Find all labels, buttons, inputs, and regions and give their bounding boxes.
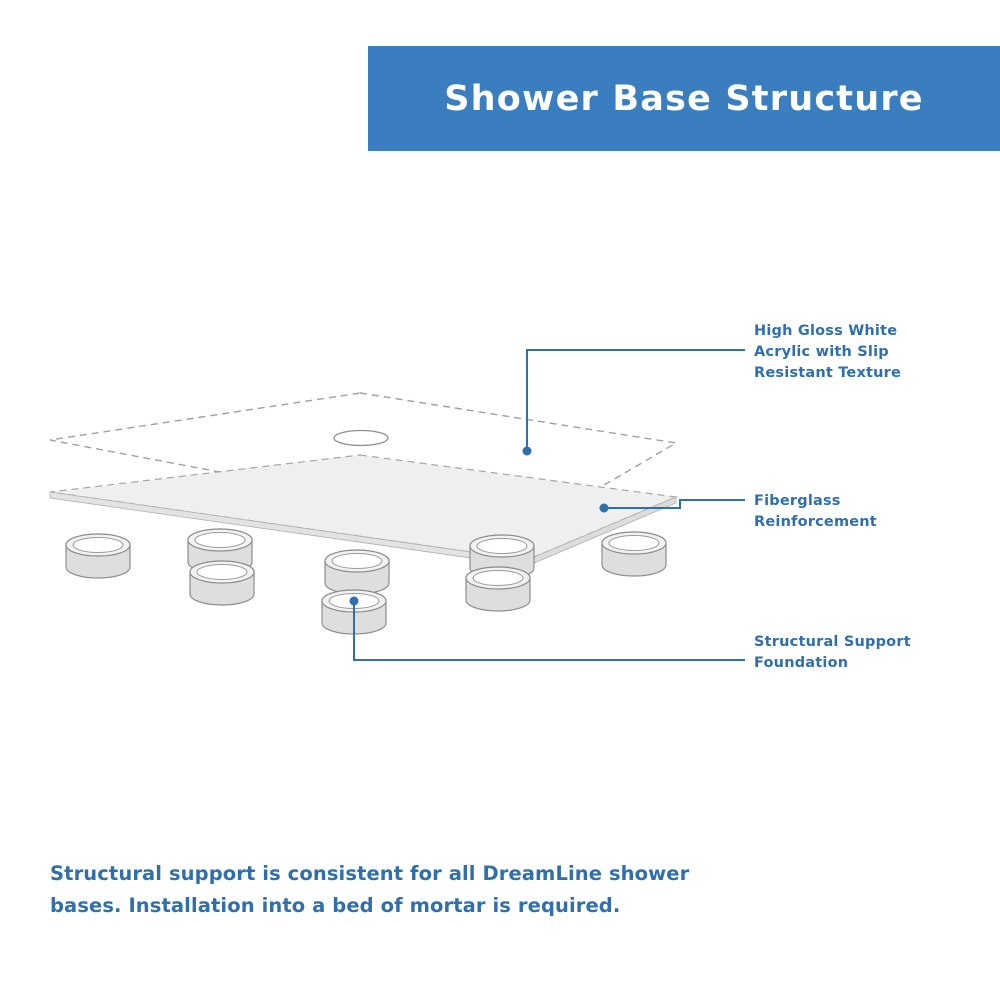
leader-line-acrylic [527,350,745,451]
support-ring [602,532,666,576]
callout-acrylic-line-3: Resistant Texture [754,365,902,382]
support-ring [325,550,389,594]
support-ring [66,534,130,578]
callout-fiberglass [754,491,984,533]
page-title: Shower Base Structure [444,78,924,119]
drain-opening-icon [334,431,388,446]
leader-dot-support [350,597,359,606]
support-ring [466,567,530,611]
callout-acrylic-line-2: Acrylic with Slip [754,344,889,361]
callout-acrylic [754,321,984,384]
support-ring [190,561,254,605]
callout-support [754,632,984,674]
leader-dot-fiberglass [600,504,609,513]
callout-support-line-1: Structural Support [754,634,911,650]
callout-acrylic-line-1: High Gloss White [754,323,898,339]
fiberglass-layer [50,455,676,566]
callout-support-line-2: Foundation [754,655,849,672]
footer-note: Structural support is consistent for all DreamLine shower bases. Installation into a bed of mortar is required. [50,862,690,917]
callout-fiberglass-line-2: Reinforcement [754,514,877,531]
callout-fiberglass-line-1: Fiberglass [754,493,841,509]
leader-line-support [354,601,745,660]
leader-dot-acrylic [523,447,532,456]
